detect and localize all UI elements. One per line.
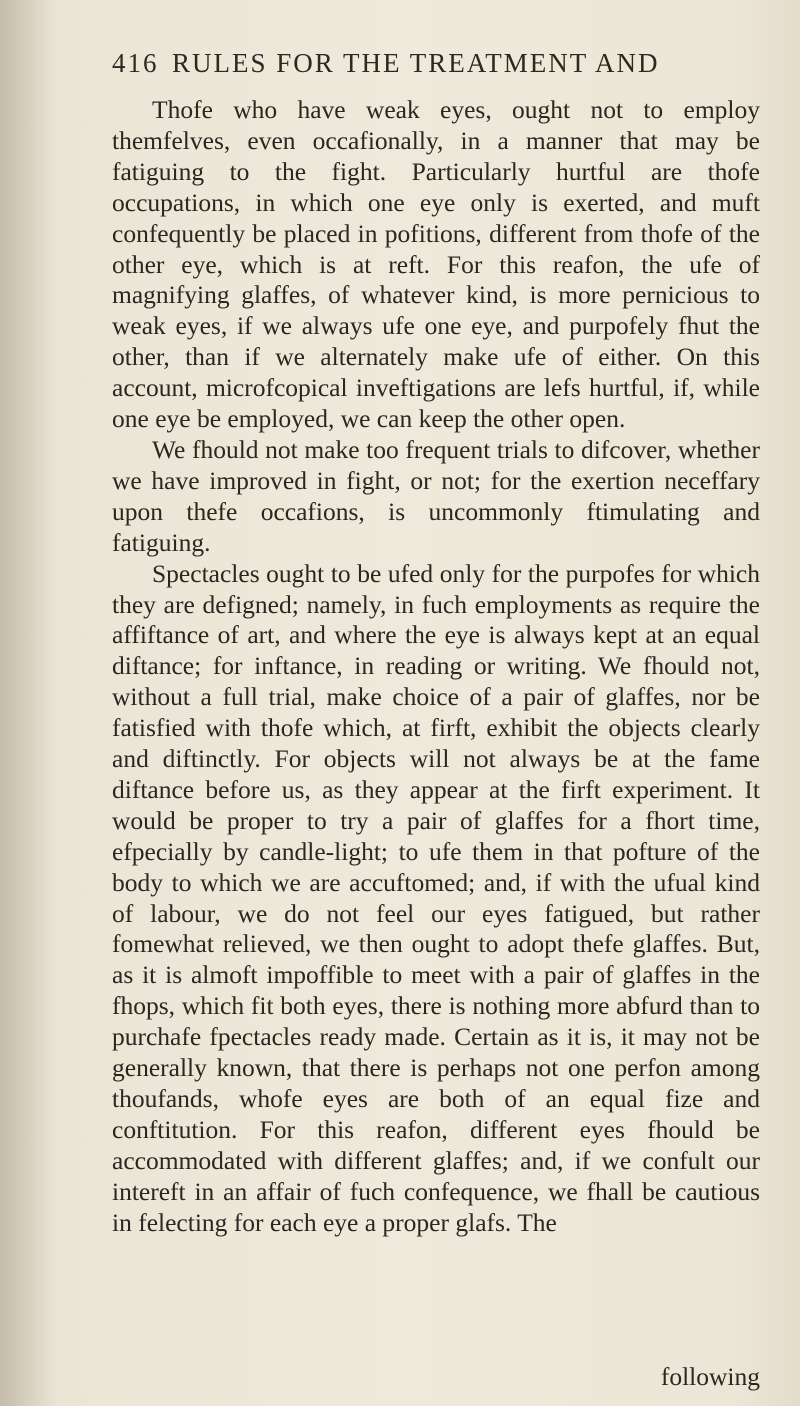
running-title: RULES FOR THE TREATMENT AND: [172, 48, 660, 78]
catchword: following: [660, 1362, 760, 1391]
running-head: [112, 48, 752, 88]
paragraph-2: We fhould not make too frequent trials to difcover, whether we have improved in fight, or not; for the exertion neceffary upon thefe occafions, is uncommonly ftimulating and fatiguing.: [112, 434, 760, 557]
page-number: 416: [112, 48, 159, 78]
paragraph-3: Spectacles ought to be ufed only for the purpofes for which they are defigned; namely, in fuch employments as require the affiftance of art, and where the eye is always kept at an equal diftance; for inftance, in reading or writing. We fhould not, without a full trial, make choice of a pair of glaffes, nor be fatisfied with thofe which, at firft, exhibit the objects clearly and diftinctly. For objects will not always be at the fame diftance before us, as they appear at the firft experiment. It would be proper to try a pair of glaffes for a fhort time, efpecially by candle-light; to ufe them in that pofture of the body to which we are accuftomed; and, if with the ufual kind of labour, we do not feel our eyes fatigued, but rather fomewhat relieved, we then ought to adopt thefe glaffes. But, as it is almoft impoffible to meet with a pair of glaffes in the fhops, which fit both eyes, there is nothing more abfurd than to purchafe fpectacles ready made. Certain as it is, it may not be generally known, that there is perhaps not one perfon among thoufands, whofe eyes are both of an equal fize and conftitution. For this reafon, different eyes fhould be accommodated with different glaffes; and, if we confult our intereft in an affair of fuch confequence, we fhall be cautious in felecting for each eye a proper glafs. The: [112, 558, 760, 1237]
gutter-shadow: [0, 0, 60, 1406]
body-text: [112, 95, 760, 1239]
paragraph-1: Thofe who have weak eyes, ought not to employ themfelves, even occafionally, in a manner that may be fatiguing to the fight. Particularly hurtful are thofe occupations, in which one eye only is exerted, and muft confequently be placed in pofitions, different from thofe of the other eye, which is at reft. For this reafon, the ufe of magnifying glaffes, of whatever kind, is more pernicious to weak eyes, if we always ufe one eye, and purpofely fhut the other, than if we alternately make ufe of either. On this account, microfcopical inveftigations are lefs hurtful, if, while one eye be employed, we can keep the other open.: [112, 95, 760, 434]
